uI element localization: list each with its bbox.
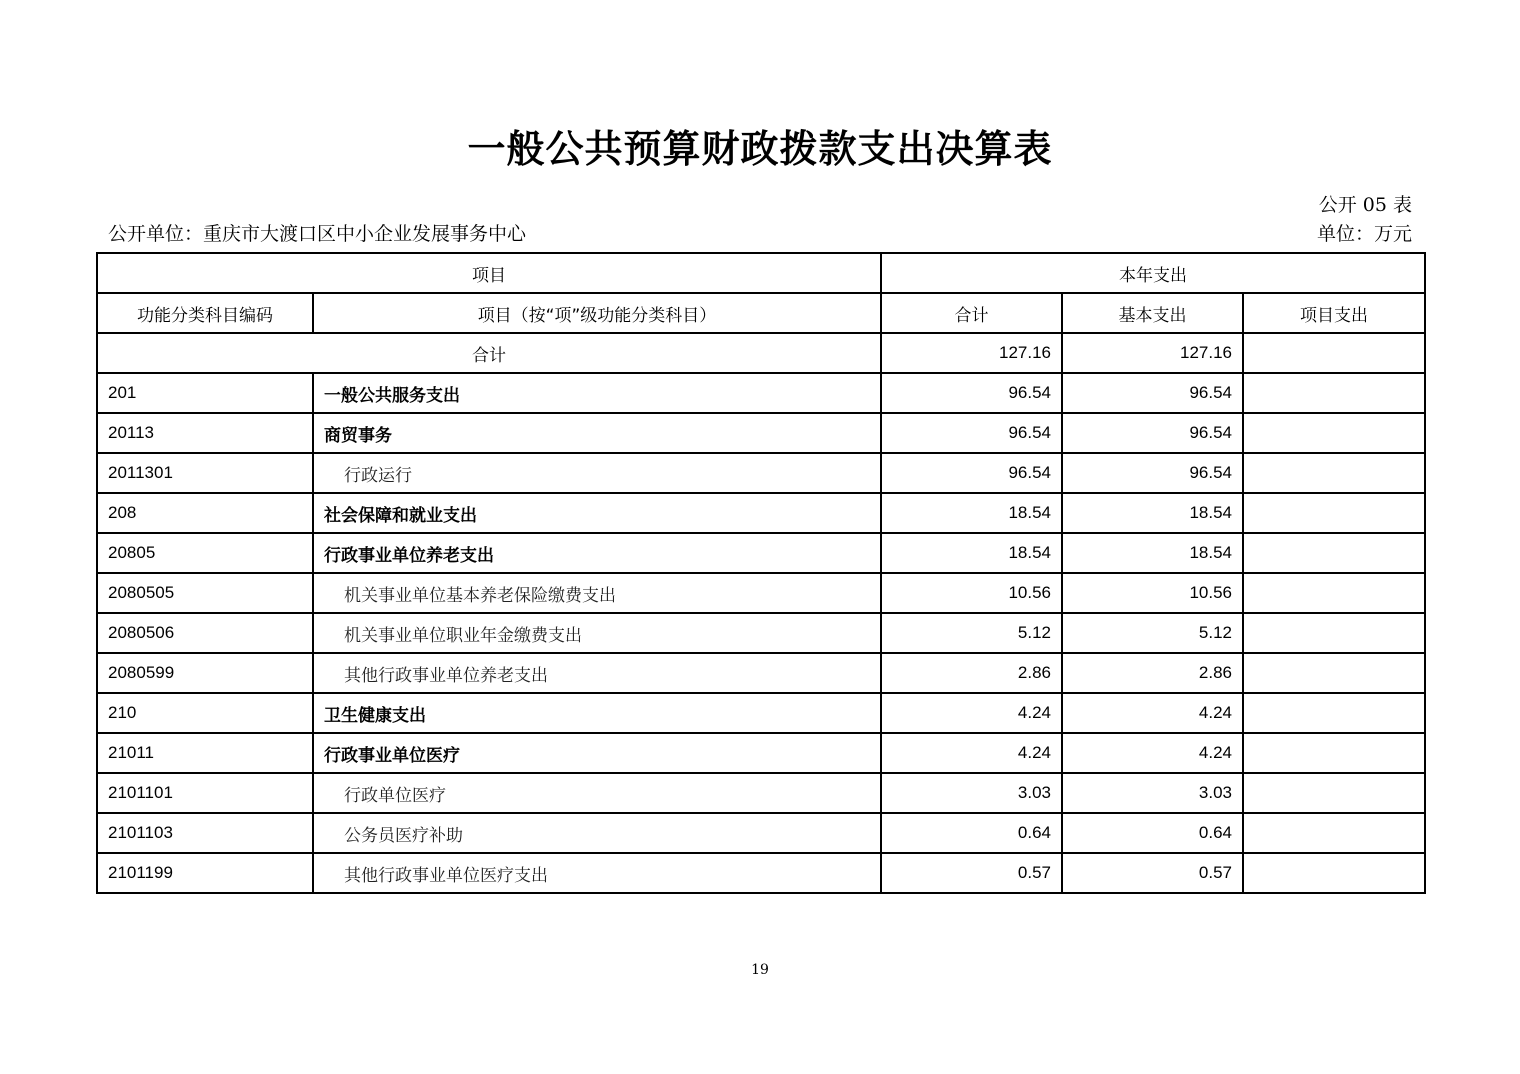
row-total: 10.56 bbox=[881, 573, 1062, 613]
header-total: 合计 bbox=[881, 293, 1062, 333]
total-label: 合计 bbox=[97, 333, 881, 373]
table-body bbox=[97, 373, 1425, 893]
header-project-exp: 项目支出 bbox=[1243, 293, 1425, 333]
table-row bbox=[97, 813, 1425, 853]
table-row bbox=[97, 373, 1425, 413]
row-basic: 96.54 bbox=[1062, 373, 1243, 413]
table-row bbox=[97, 493, 1425, 533]
header-row-1 bbox=[97, 253, 1425, 293]
row-code: 208 bbox=[97, 493, 313, 533]
row-name: 其他行政事业单位养老支出 bbox=[313, 653, 881, 693]
row-project bbox=[1243, 493, 1425, 533]
row-name: 社会保障和就业支出 bbox=[313, 493, 881, 533]
row-name: 行政事业单位养老支出 bbox=[313, 533, 881, 573]
total-basic: 127.16 bbox=[1062, 333, 1243, 373]
table-row bbox=[97, 773, 1425, 813]
header-project: 项目 bbox=[97, 253, 881, 293]
row-project bbox=[1243, 613, 1425, 653]
table-row bbox=[97, 693, 1425, 733]
row-code: 2101103 bbox=[97, 813, 313, 853]
row-name: 商贸事务 bbox=[313, 413, 881, 453]
row-total: 18.54 bbox=[881, 533, 1062, 573]
row-name: 行政运行 bbox=[313, 453, 881, 493]
currency-unit: 单位：万元 bbox=[1316, 223, 1412, 245]
row-total: 18.54 bbox=[881, 493, 1062, 533]
expenditure-table bbox=[96, 252, 1426, 894]
row-name: 行政事业单位医疗 bbox=[313, 733, 881, 773]
row-project bbox=[1243, 813, 1425, 853]
table-row bbox=[97, 653, 1425, 693]
row-total: 3.03 bbox=[881, 773, 1062, 813]
row-basic: 4.24 bbox=[1062, 693, 1243, 733]
row-total: 2.86 bbox=[881, 653, 1062, 693]
row-basic: 96.54 bbox=[1062, 453, 1243, 493]
row-code: 2011301 bbox=[97, 453, 313, 493]
row-project bbox=[1243, 453, 1425, 493]
row-code: 21011 bbox=[97, 733, 313, 773]
row-name: 卫生健康支出 bbox=[313, 693, 881, 733]
row-project bbox=[1243, 373, 1425, 413]
table-row bbox=[97, 853, 1425, 893]
table-row bbox=[97, 533, 1425, 573]
total-amount: 127.16 bbox=[881, 333, 1062, 373]
header-row-2 bbox=[97, 293, 1425, 333]
row-project bbox=[1243, 413, 1425, 453]
row-project bbox=[1243, 533, 1425, 573]
page-title: 一般公共预算财政拨款支出决算表 bbox=[467, 127, 1053, 171]
row-name: 行政单位医疗 bbox=[313, 773, 881, 813]
table-row bbox=[97, 733, 1425, 773]
table-row bbox=[97, 453, 1425, 493]
row-code: 2080599 bbox=[97, 653, 313, 693]
header-basic: 基本支出 bbox=[1062, 293, 1243, 333]
row-total: 96.54 bbox=[881, 453, 1062, 493]
row-code: 210 bbox=[97, 693, 313, 733]
row-total: 4.24 bbox=[881, 693, 1062, 733]
row-project bbox=[1243, 853, 1425, 893]
row-total: 96.54 bbox=[881, 413, 1062, 453]
table-row bbox=[97, 413, 1425, 453]
form-number: 公开 05 表 bbox=[1318, 194, 1412, 216]
row-project bbox=[1243, 733, 1425, 773]
row-project bbox=[1243, 653, 1425, 693]
table-row bbox=[97, 573, 1425, 613]
total-project bbox=[1243, 333, 1425, 373]
header-code: 功能分类科目编码 bbox=[97, 293, 313, 333]
row-basic: 0.57 bbox=[1062, 853, 1243, 893]
row-name: 一般公共服务支出 bbox=[313, 373, 881, 413]
row-basic: 18.54 bbox=[1062, 533, 1243, 573]
row-total: 4.24 bbox=[881, 733, 1062, 773]
row-name: 其他行政事业单位医疗支出 bbox=[313, 853, 881, 893]
row-basic: 18.54 bbox=[1062, 493, 1243, 533]
row-total: 0.57 bbox=[881, 853, 1062, 893]
row-name: 机关事业单位基本养老保险缴费支出 bbox=[313, 573, 881, 613]
row-code: 2080505 bbox=[97, 573, 313, 613]
row-total: 0.64 bbox=[881, 813, 1062, 853]
row-project bbox=[1243, 693, 1425, 733]
row-basic: 3.03 bbox=[1062, 773, 1243, 813]
row-basic: 10.56 bbox=[1062, 573, 1243, 613]
header-current-year: 本年支出 bbox=[881, 253, 1425, 293]
publishing-unit: 公开单位：重庆市大渡口区中小企业发展事务中心 bbox=[108, 223, 527, 245]
row-basic: 2.86 bbox=[1062, 653, 1243, 693]
row-total: 5.12 bbox=[881, 613, 1062, 653]
row-code: 2080506 bbox=[97, 613, 313, 653]
row-project bbox=[1243, 573, 1425, 613]
row-total: 96.54 bbox=[881, 373, 1062, 413]
row-basic: 96.54 bbox=[1062, 413, 1243, 453]
row-project bbox=[1243, 773, 1425, 813]
row-code: 2101101 bbox=[97, 773, 313, 813]
page-number: 19 bbox=[751, 962, 769, 978]
row-basic: 0.64 bbox=[1062, 813, 1243, 853]
row-code: 20113 bbox=[97, 413, 313, 453]
row-code: 201 bbox=[97, 373, 313, 413]
row-code: 2101199 bbox=[97, 853, 313, 893]
total-row bbox=[97, 333, 1425, 373]
row-basic: 4.24 bbox=[1062, 733, 1243, 773]
table-row bbox=[97, 613, 1425, 653]
row-name: 公务员医疗补助 bbox=[313, 813, 881, 853]
row-code: 20805 bbox=[97, 533, 313, 573]
row-basic: 5.12 bbox=[1062, 613, 1243, 653]
header-item: 项目（按“项”级功能分类科目） bbox=[313, 293, 881, 333]
row-name: 机关事业单位职业年金缴费支出 bbox=[313, 613, 881, 653]
